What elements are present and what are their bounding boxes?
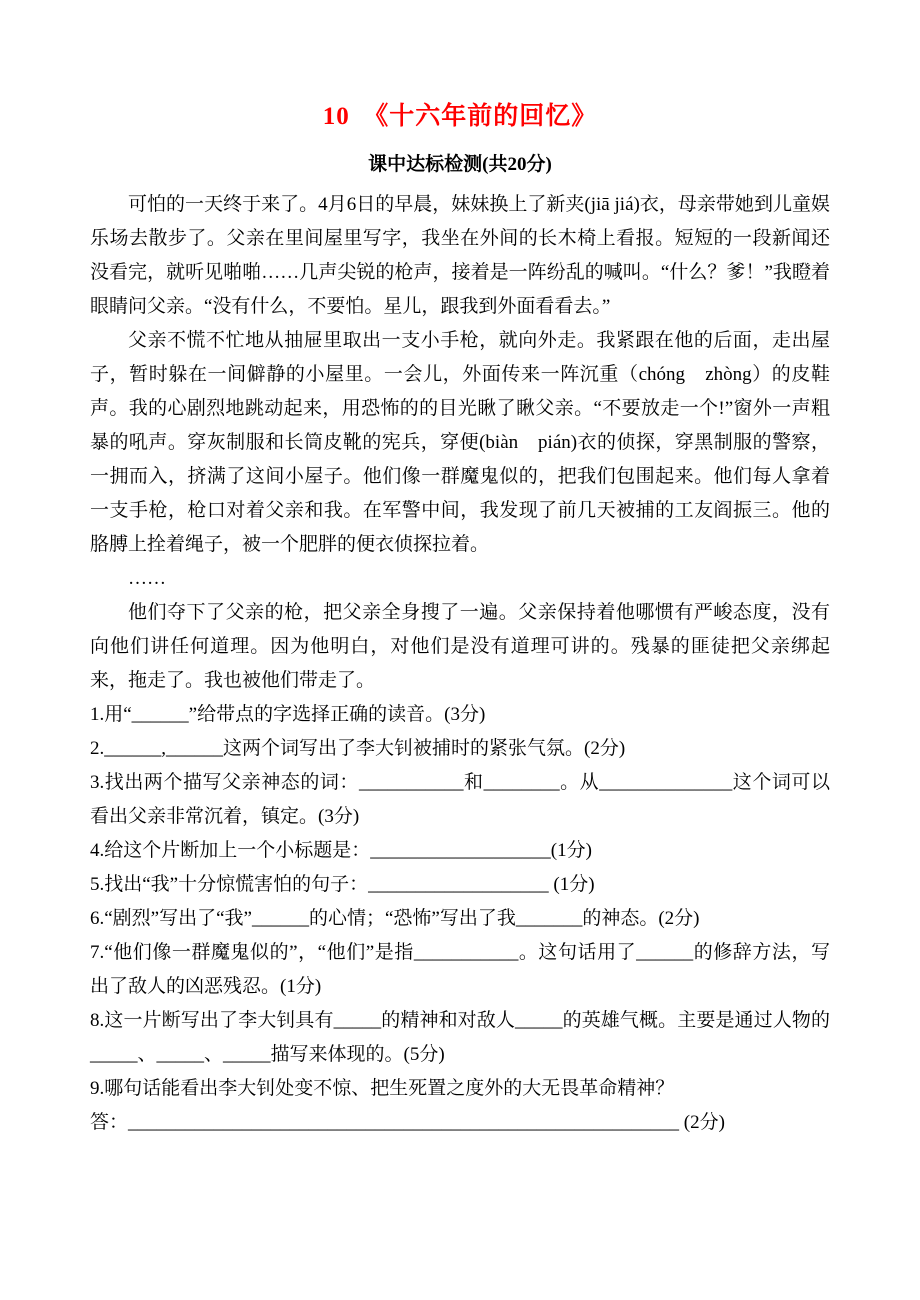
question-item: 4.给这个片断加上一个小标题是：___________________(1分) [90,840,592,861]
question-item: 7.“他们像一群魔鬼似的”，“他们”是指___________。这句话用了______的修辞方法，写出了敌人的凶恶残忍。(1分) [90,942,830,997]
passage-paragraph: 父亲不慌不忙地从抽屉里取出一支小手枪，就向外走。我紧跟在他的后面，走出屋子，暂时躲在一间僻静的小屋里。一会儿，外面传来一阵沉重（chóng zhòng）的皮鞋声。我的心剧烈地跳动起来，用恐怖的的目光瞅了瞅父亲。“不要放走一个!”窗外一声粗暴的吼声。穿灰制服和长筒皮靴的宪兵，穿便(biàn pián)衣的侦探，穿黑制服的警察，一拥而入，挤满了这间小屋子。他们像一群魔鬼似的，把我们包围起来。他们每人拿着一支手枪，枪口对着父亲和我。在军警中间，我发现了前几天被捕的工友阎振三。他的胳膊上拴着绳子，被一个肥胖的便衣侦探拉着。 [90,330,830,555]
question-item: 1.用“______”给带点的字选择正确的读音。(3分) [90,704,486,725]
question-list [90,698,830,1140]
reading-passage [90,188,830,698]
question-item: 3.找出两个描写父亲神态的词：___________和________。从______________这个词可以看出父亲非常沉着，镇定。(3分) [90,772,830,827]
question-item: 8.这一片断写出了李大钊具有_____的精神和对敌人_____的英雄气概。主要是通过人物的_____、_____、_____描写来体现的。(5分) [90,1010,830,1065]
page-title: 10 《十六年前的回忆》 [322,103,598,130]
question-item: 2.______,______这两个词写出了李大钊被捕时的紧张气氛。(2分) [90,738,626,759]
question-item: 6.“剧烈”写出了“我”______的心情；“恐怖”写出了我_______的神态。(2分) [90,908,700,929]
section-heading: 课中达标检测(共20分) [368,154,552,175]
passage-paragraph: 他们夺下了父亲的枪，把父亲全身搜了一遍。父亲保持着他哪惯有严峻态度，没有向他们讲任何道理。因为他明白，对他们是没有道理可讲的。残暴的匪徒把父亲绑起来，拖走了。我也被他们带走了。 [90,602,830,691]
question-item: 答：__________________________________________________________ (2分) [90,1112,725,1133]
passage-paragraph: 可怕的一天终于来了。4月6日的早晨，妹妹换上了新夹(jiā jiá)衣，母亲带她到儿童娱乐场去散步了。父亲在里间屋里写字，我坐在外间的长木椅上看报。短短的一段新闻还没看完，就听见啪啪……几声尖锐的枪声，接着是一阵纷乱的喊叫。“什么？爹！”我瞪着眼睛问父亲。“没有什么，不要怕。星儿，跟我到外面看看去。” [90,194,830,317]
passage-paragraph: …… [128,568,166,589]
question-item: 9.哪句话能看出李大钊处变不惊、把生死置之度外的大无畏革命精神？ [90,1078,675,1099]
worksheet-content [90,188,830,1140]
question-item: 5.找出“我”十分惊慌害怕的句子：___________________ (1分) [90,874,595,895]
